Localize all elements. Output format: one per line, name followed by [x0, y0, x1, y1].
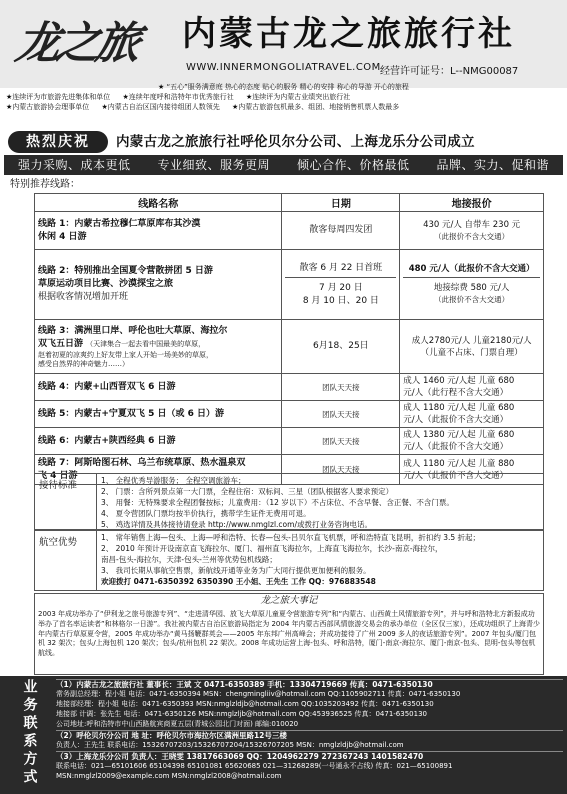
table-row	[35, 428, 544, 455]
route-name: 线路 4：内蒙+山西晋双飞 6 日游	[38, 381, 176, 392]
milestones-box	[34, 593, 544, 675]
table-row	[35, 374, 544, 401]
route-name: 线路 2：特别推出全国夏令营散拼团 5 日游	[38, 266, 213, 276]
flight-item: 1、 常年销售上海—包头、上海—呼和浩特、长春—包头-吕贝尔直飞机票，呼和浩特直飞昆明，折扣约 3.5 折起；	[101, 533, 481, 542]
standard-item: 1、 全程优秀导游服务； 全程空调旅游车；	[101, 476, 246, 485]
flight-item: 3、 我司长期从事航空售票，新航线开通等业务为广大同行提供更加便利的服务。	[101, 566, 371, 575]
route-price: 430 元/人 自带车 230 元	[423, 219, 521, 230]
route-name: 线路 3：满洲里口岸、呼伦也吐大草原、海拉尔	[38, 325, 228, 336]
celebration-badge: 热烈庆祝	[8, 131, 108, 153]
promo-item: 强力采购、成本更低	[18, 158, 131, 172]
route-date: 团队天天接	[282, 455, 400, 485]
contact-line: 公司地址:呼和浩特市中山西路航宾商夏五层(青城公园北门对面) 邮编:010020	[56, 720, 299, 728]
honor-list-row1	[6, 92, 561, 102]
standards-label: 接待标准	[35, 474, 97, 529]
route-date: 团队天天接	[282, 374, 400, 401]
route-desc: 感受自然界的神奇魅力……）	[38, 359, 129, 368]
contact-line: （3）上海龙乐分公司 负责人：王晓雯 13817663069 QQ：1204962279 272367243 1401582470	[56, 751, 563, 761]
route-price: 480 元/人（此报价不含大交通）	[403, 263, 540, 278]
standard-item: 5、 鸡选详情及具体接待请登录 http://www.nmglzl.com/或拨打业务咨询电话。	[101, 520, 372, 529]
route-price-note: （此报价不含大交通）	[434, 295, 510, 304]
standard-item: 3、 用餐：无特殊要求全程团餐按标；儿童费用：（12 岁以下）不占床位、不含早餐、含正餐、不含门票。	[101, 498, 454, 507]
milestones-text: 2003 年成功举办了“伊利龙之旅号旅游专列”、“走进清华园、放飞大草原儿童夏令营旅游专列”和“内蒙古、山西黄土风情旅游专列”，并与呼和浩特北方新报成功举办了首名率运读者”和林格尔一日游”。我社被内蒙古自治区旅游局指定为 2004 年内蒙古西部风情旅游交易会的承办单位（全区仅三家），还成功组织了上海青少年内蒙古行草原夏令营，2005 年成功举办“黄马扬鞭群英会——2005 年东邦广州高峰会；并成功接待了广州 2009 多人的夜话旅游专列”。2007 年包头/厦门包机 32 架次；包头/上海包机 120 架次；包头/杭州包机 22 架次。2008 年成功运营上海-包头、呼和浩特，厦门-南京-海拉尔、厦门-南京-包头、昆明-包头等包机航线。	[38, 610, 541, 658]
flights-list	[97, 531, 545, 588]
route-date-second: 7 月 20 日	[318, 282, 363, 293]
route-name: 线路 1：内蒙古希拉穆仁草原库布其沙漠	[38, 218, 201, 229]
route-date-first: 散客 6 月 22 日首班	[285, 262, 396, 278]
route-desc: （天津集合一起去看中国最美的草原，	[86, 339, 206, 348]
flight-item: 南昌-包头-海拉尔，天津-包头-兰州等优势包机线路；	[101, 555, 277, 564]
table-row	[35, 212, 544, 250]
promo-item: 倾心合作、价格最低	[296, 158, 410, 172]
standard-item: 2、 门票：含所列景点第一大门票，全程住宿：双标间、三星（团队根据客人要求预定）	[101, 487, 394, 496]
service-standards	[34, 473, 544, 530]
route-date: 团队天天接	[282, 401, 400, 428]
contact-details	[56, 678, 563, 792]
honor-item: ★内蒙古自治区国内接待组团人数领先	[101, 103, 220, 111]
routes-heading: 特别推荐线路：	[10, 179, 80, 190]
table-header-row	[35, 194, 544, 212]
route-date-third: 8 月 10 日、20 日	[302, 295, 379, 306]
honor-item: ★连续年度呼和浩特年市优秀旅行社	[122, 93, 234, 101]
agency-title: 内蒙古龙之旅旅行社	[182, 14, 515, 54]
route-price-alt: 地接综费 580 元/人	[433, 283, 510, 293]
route-name-cont: 休闲 4 日游	[38, 231, 87, 242]
standards-list	[97, 474, 545, 531]
honor-list-row2	[6, 102, 561, 112]
honor-item: ★连续评为内蒙古业绩突出旅行社	[246, 93, 351, 101]
contact-line: 地接部 计调：张先生 电话：0471-6350126 MSN:nmglzljb@hotmail.com QQ:453936525 传真：0471-6350130	[56, 710, 427, 718]
contact-line: 地接部经理：程小姐 电话：0471-6350393 MSN:nmglzldjb@hotmail.com QQ:1035203492 传真：0471-6350130	[56, 700, 434, 708]
route-price-note: 元/人（此行程不含大交通）	[403, 388, 509, 398]
website-url: WWW.INNERMONGOLIATRAVEL.COM	[186, 62, 381, 73]
route-price-note: 元/人（此报价不含大交通）	[403, 470, 509, 481]
header-date: 日期	[282, 194, 400, 212]
promo-bar	[4, 155, 563, 175]
contact-footer	[0, 676, 567, 794]
table-row	[35, 401, 544, 428]
honor-item: ★连续评为市旅游先进集体和单位	[6, 93, 111, 101]
route-date: 团队天天接	[282, 428, 400, 455]
route-name-cont: 双飞五日游	[38, 338, 84, 349]
contact-line: （2）呼伦贝尔分公司 地 址：呼伦贝尔市海拉尔区满洲里路12号三楼	[56, 730, 563, 740]
route-price-note: 元/人（此报价不含大交通）	[403, 442, 509, 452]
route-date: 6月18、25日	[282, 320, 400, 374]
route-price: 成人 1180 元/人起 儿童 880	[403, 458, 515, 469]
header-route-name: 线路名称	[35, 194, 282, 212]
route-note: 根据收客情况增加开班	[38, 292, 129, 302]
route-price-note: （此报价不含大交通）	[434, 231, 510, 241]
header-price: 地接报价	[400, 194, 544, 212]
table-row	[35, 250, 544, 320]
route-price: 成人 1380 元/人起 儿童 680	[403, 430, 515, 440]
route-name-cont: 草原运动项目比赛、沙漠探宝之旅	[38, 279, 174, 289]
contact-line: MSN:nmglzl2009@example.com MSN:nmglzl2008@hotmail.com	[56, 772, 282, 780]
brand-logo: 龙之旅	[12, 18, 140, 69]
route-date: 散客每周四发团	[282, 212, 400, 250]
promo-item: 品牌、实力、促和谐	[436, 158, 549, 172]
service-slogan: ★ “五心”服务满意庭 热心的态度 贴心的服务 精心的安排 称心的导游 开心的旅程	[158, 83, 409, 91]
route-desc: 赵着初夏的凉爽约上好友带上家人开始一场美妙的草原，	[38, 350, 213, 359]
contact-line: （1）内蒙古龙之旅旅行社 董事长：王斌 文 0471-6350389 手机：13304719669 传真：0471-6350130	[56, 679, 563, 689]
route-name: 线路 5：内蒙古+宁夏双飞 5 日（或 6 日）游	[38, 408, 224, 419]
route-price: 成人 1180 元/人起 儿童 680	[403, 403, 515, 413]
route-price-note: 元/人（此报价不含大交通）	[403, 415, 509, 425]
promo-item: 专业细致、服务更周	[157, 158, 270, 172]
contact-line: 常务副总经理：程小姐 电话：0471-6350394 MSN：chengmingliiv@hotmail.com QQ:1105902711 传真：0471-6350130	[56, 690, 461, 698]
milestones-title: 龙之旅大事记	[260, 595, 318, 606]
license-number: 经营许可证号：L--NMG00087	[380, 66, 519, 77]
flight-contact: 欢迎拨打 0471-6350392 6350390 王小姐、王先生 工作 QQ：976883548	[101, 577, 376, 586]
route-name-cont: 飞 4 日游	[38, 470, 78, 481]
contact-side-text: 业务联系方式	[21, 679, 38, 787]
flight-advantages	[34, 530, 544, 591]
table-row	[35, 320, 544, 374]
contact-side-label	[4, 679, 54, 791]
routes-table	[34, 193, 544, 485]
announcement-text: 内蒙古龙之旅旅行社呼伦贝尔分公司、上海龙乐分公司成立	[116, 134, 475, 150]
route-name: 线路 6：内蒙古+陕西经典 6 日游	[38, 435, 176, 446]
contact-line: 联系电话：021—65101606 65104398 65101081 65620685 021—31268289(一号通永不占线) 传真：021—65100891	[56, 762, 453, 770]
honor-item: ★内蒙古旅游协会理事单位	[6, 103, 90, 111]
route-price-note: （儿童不占床、门票自理）	[420, 347, 523, 358]
route-name: 线路 7：阿斯哈图石林、乌兰布统草原、热水温泉双	[38, 457, 246, 468]
route-price: 成人 1460 元/人起 儿童 680	[403, 376, 515, 386]
standard-item: 4、 夏令营团队门票均按半价执行，携带学生证件无费用可退。	[101, 509, 311, 518]
contact-line: 负责人：王先生 联系电话：15326707203/15326707204/15326707205 MSN：nmglzldjb@hotmail.com	[56, 741, 404, 749]
route-price: 成人2780元/人 儿童2180元/人	[411, 335, 532, 346]
flight-item: 2、 2010 年预计开设南京直飞海拉尔、厦门、福州直飞海拉尔，上海直飞海拉尔，长沙-南京-海拉尔，	[101, 544, 443, 553]
honor-item: ★内蒙古旅游包机最多、组团、地接销售机票人数最多	[232, 103, 400, 111]
flights-label: 航空优势	[35, 531, 97, 590]
